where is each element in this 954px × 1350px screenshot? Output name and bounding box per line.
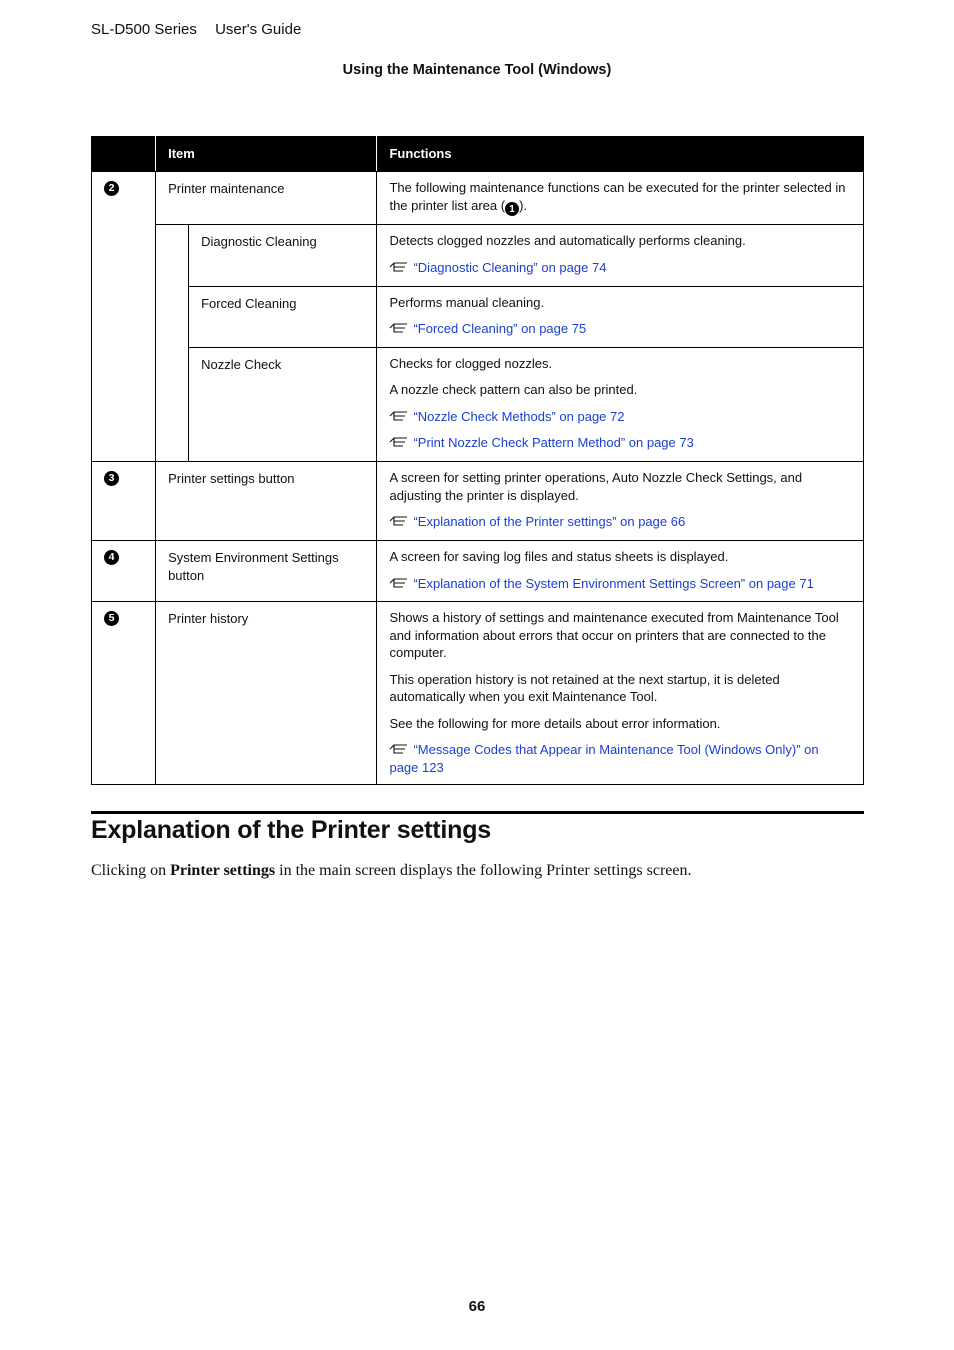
item-label: System Environment Settings button — [168, 550, 339, 583]
table-row — [92, 225, 864, 286]
functions-cell — [377, 462, 864, 541]
functions-text: Performs manual cleaning. — [389, 294, 545, 310]
running-header — [91, 21, 315, 38]
table-row — [92, 602, 864, 785]
section-header: Using the Maintenance Tool (Windows) — [342, 62, 612, 78]
functions-text: A nozzle check pattern can also be printed. — [389, 382, 638, 398]
functions-table — [91, 136, 864, 785]
section-title: Explanation of the Printer settings — [91, 816, 491, 844]
pointing-hand-icon — [389, 261, 409, 273]
table-header-functions: Functions — [377, 137, 864, 172]
numbered-circle-icon: 3 — [104, 471, 119, 486]
functions-text: Detects clogged nozzles and automatically performs cleaning. — [389, 233, 746, 249]
row-number-cell — [92, 462, 156, 541]
pointing-hand-icon — [389, 515, 409, 527]
table-header-num — [92, 137, 156, 172]
sub-item-label: Forced Cleaning — [189, 286, 377, 347]
reference-link[interactable]: “Explanation of the System Environment Settings Screen” on page 71 — [389, 575, 851, 593]
series-name: SL-D500 Series — [91, 21, 197, 38]
functions-text: Shows a history of settings and maintenance executed from Maintenance Tool and information about errors that occur on printers that are connected to the computer. — [389, 610, 839, 661]
table-row — [92, 172, 864, 225]
pointing-hand-icon — [389, 577, 409, 589]
numbered-circle-icon: 1 — [505, 202, 519, 216]
item-cell — [156, 462, 377, 541]
table-header-row — [92, 137, 864, 172]
page-number: 66 — [468, 1298, 486, 1315]
numbered-circle-icon: 2 — [104, 181, 119, 196]
functions-cell — [377, 225, 864, 286]
item-label: Printer history — [168, 611, 249, 627]
sub-item-label: Diagnostic Cleaning — [201, 234, 317, 250]
functions-text: A screen for setting printer operations, Auto Nozzle Check Settings, and adjusting the printer is displayed. — [389, 470, 803, 503]
functions-text: This operation history is not retained at the next startup, it is deleted automatically when you exit Maintenance Tool. — [389, 671, 780, 705]
item-label: Printer maintenance — [168, 181, 285, 196]
item-cell — [156, 541, 377, 602]
functions-cell — [377, 347, 864, 462]
row-number-cell — [92, 541, 156, 602]
pointing-hand-icon — [389, 322, 409, 334]
row-number-cell — [92, 602, 156, 785]
functions-cell — [377, 541, 864, 602]
pointing-hand-icon — [389, 436, 409, 448]
row-number-cell — [92, 172, 156, 462]
functions-cell — [377, 602, 864, 785]
functions-text: A screen for saving log files and status sheets is displayed. — [389, 549, 729, 565]
sub-item-wrapper — [156, 225, 377, 462]
body-paragraph: Clicking on Printer settings in the main screen displays the following Printer settings screen. — [91, 862, 692, 879]
functions-text: See the following for more details about error information. — [389, 715, 721, 731]
item-cell — [156, 602, 377, 785]
functions-cell — [377, 172, 864, 225]
reference-link[interactable]: “Print Nozzle Check Pattern Method” on page 73 — [389, 434, 851, 452]
reference-link[interactable]: “Explanation of the Printer settings” on page 66 — [389, 513, 851, 531]
table-row — [92, 462, 864, 541]
pointing-hand-icon — [389, 743, 409, 755]
functions-cell — [377, 286, 864, 347]
functions-text: Checks for clogged nozzles. — [389, 355, 553, 371]
reference-link[interactable]: “Diagnostic Cleaning” on page 74 — [389, 259, 851, 277]
reference-link[interactable]: “Message Codes that Appear in Maintenance Tool (Windows Only)” on page 123 — [389, 742, 819, 775]
functions-text: The following maintenance functions can be executed for the printer selected in the printer list area ( 1 ). — [389, 180, 846, 215]
reference-link[interactable]: “Forced Cleaning” on page 75 — [389, 320, 851, 338]
table-row — [92, 541, 864, 602]
table-header-item: Item — [156, 137, 377, 172]
item-label: Printer settings button — [168, 471, 295, 487]
numbered-circle-icon: 5 — [104, 611, 119, 626]
pointing-hand-icon — [389, 410, 409, 422]
item-cell — [156, 172, 377, 225]
reference-link[interactable]: “Nozzle Check Methods” on page 72 — [389, 408, 851, 426]
numbered-circle-icon: 4 — [104, 550, 119, 565]
ui-term: Printer settings — [170, 862, 276, 879]
sub-item-label: Nozzle Check — [189, 347, 377, 461]
guide-name: User's Guide — [215, 21, 302, 38]
